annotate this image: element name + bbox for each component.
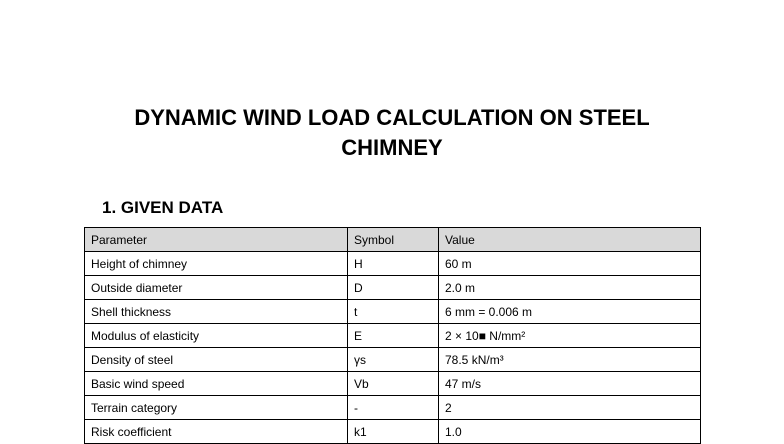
cell-value: 2.0 m <box>439 276 701 300</box>
cell-parameter: Outside diameter <box>85 276 348 300</box>
document-title <box>0 103 784 163</box>
cell-symbol: t <box>348 300 439 324</box>
cell-symbol: Vb <box>348 372 439 396</box>
document-title-line-2: CHIMNEY <box>341 135 443 160</box>
cell-value: 1.0 <box>439 420 701 444</box>
table-header-row <box>85 228 701 252</box>
cell-symbol: H <box>348 252 439 276</box>
cell-value: 6 mm = 0.006 m <box>439 300 701 324</box>
table-row <box>85 372 701 396</box>
given-data-table <box>84 227 701 444</box>
section-heading-given-data: 1. GIVEN DATA <box>102 198 224 217</box>
table-row <box>85 252 701 276</box>
cell-parameter: Modulus of elasticity <box>85 324 348 348</box>
header-parameter: Parameter <box>85 228 348 252</box>
cell-parameter: Risk coefficient <box>85 420 348 444</box>
cell-value: 60 m <box>439 252 701 276</box>
table-row <box>85 396 701 420</box>
cell-value: 2 × 10■ N/mm² <box>439 324 701 348</box>
cell-parameter: Terrain category <box>85 396 348 420</box>
table-row <box>85 324 701 348</box>
table-row <box>85 300 701 324</box>
cell-symbol: γs <box>348 348 439 372</box>
cell-value: 78.5 kN/m³ <box>439 348 701 372</box>
table-row <box>85 420 701 444</box>
header-value: Value <box>439 228 701 252</box>
table-row <box>85 276 701 300</box>
cell-symbol: - <box>348 396 439 420</box>
cell-parameter: Shell thickness <box>85 300 348 324</box>
cell-parameter: Height of chimney <box>85 252 348 276</box>
cell-parameter: Basic wind speed <box>85 372 348 396</box>
cell-symbol: E <box>348 324 439 348</box>
cell-value: 2 <box>439 396 701 420</box>
cell-value: 47 m/s <box>439 372 701 396</box>
header-symbol: Symbol <box>348 228 439 252</box>
cell-symbol: k1 <box>348 420 439 444</box>
table-row <box>85 348 701 372</box>
cell-parameter: Density of steel <box>85 348 348 372</box>
document-title-line-1: DYNAMIC WIND LOAD CALCULATION ON STEEL <box>134 105 650 130</box>
cell-symbol: D <box>348 276 439 300</box>
